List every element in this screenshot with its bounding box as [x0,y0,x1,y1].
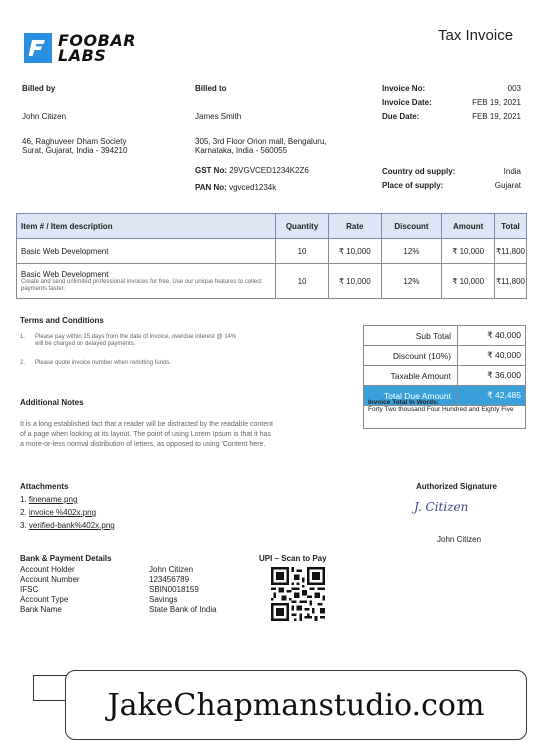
item-rate: ₹ 10,000 [328,264,381,299]
country-label: Country od supply: [382,167,456,176]
billed-to-label: Billed to [195,84,227,93]
gst-row [195,166,309,175]
total-due-value: ₹ 42,485 [458,386,526,406]
terms-title: Terms and Conditions [20,316,104,325]
billed-by-addr1: 46, Raghuveer Dham Society [22,137,127,146]
billed-by-name: John Citizen [22,112,67,121]
billed-by-addr2: Surat, Gujarat, India - 394210 [22,146,128,155]
bank-row-label: Account Holder [20,565,75,574]
col-header-quantity: Quantity [276,214,329,239]
invoice-no-label: Invoice No: [382,84,426,93]
bank-values [149,565,217,615]
terms-item-number: 2. [20,360,26,366]
discount-value: ₹ 40,000 [458,346,526,366]
items-table [16,213,527,299]
taxable-label: Taxable Amount [364,366,458,386]
taxable-value: ₹ 36,000 [458,366,526,386]
table-row [364,366,526,386]
watermark-text: JakeChapmanstudio.com [107,687,485,723]
attachment-number: 1. [20,495,27,504]
item-qty: 10 [276,264,329,299]
bank-row-label: Account Number [20,575,80,584]
col-header-rate: Rate [328,214,381,239]
place-label: Place of supply: [382,181,444,190]
amount-in-words [363,397,526,429]
watermark-banner [65,670,527,740]
list-item [20,493,115,506]
terms-item-number: 1. [20,334,26,340]
invoice-date-label: Invoice Date: [382,98,432,107]
item-amount: ₹ 10,000 [442,264,495,299]
terms-item-text: Please pay within 15 days from the date of invoice, overdue interest @ 14% will be charged on delayed payments. [35,334,237,347]
col-header-amount: Amount [442,214,495,239]
attachment-number: 2. [20,508,27,517]
due-date-value: FEB 19, 2021 [472,112,521,121]
item-amount: ₹ 10,000 [442,239,495,264]
discount-label: Discount (10%) [364,346,458,366]
words-value: Forty Two thousand Four Hundred and Eighty Five [368,406,514,413]
terms-item-text: Please quote invoice number when remitting funds. [35,360,172,366]
pan-value: vgvced1234k [229,183,277,192]
signature-title: Authorized Signature [416,482,497,491]
document-title: Tax Invoice [438,27,514,44]
item-desc: Basic Web Development [21,269,109,279]
brand-name-line1: FOOBAR [58,31,137,50]
item-discount: 12% [381,239,442,264]
place-value: Gujarat [494,181,521,190]
attachments-list [20,493,115,532]
bank-row-value: 123456789 [149,575,190,584]
billed-by-address [22,137,127,155]
brand-logo-mark [24,33,52,63]
list-item [20,519,115,532]
gst-label: GST No: [195,166,227,175]
table-row [364,326,526,346]
bank-row-value: SBIN0018159 [149,585,199,594]
attachment-link[interactable]: verified-bank%402x.png [28,521,115,530]
item-discount: 12% [381,264,442,299]
due-date-label: Due Date: [382,112,420,121]
item-total: ₹11,800 [495,264,527,299]
invoice-no-value: 003 [507,84,521,93]
billed-by-label: Billed by [22,84,56,93]
bank-title: Bank & Payment Details [20,554,112,563]
notes-title: Additional Notes [20,398,84,407]
col-header-total: Total [495,214,527,239]
items-header-row [17,214,527,239]
list-item [20,506,115,519]
item-desc-cell [17,264,276,299]
item-qty: 10 [276,239,329,264]
bank-row-value: State Bank of India [149,605,217,614]
subtotal-value: ₹ 40,000 [458,326,526,346]
notes-body: It is a long established fact that a reader will be distracted by the readable content of a page when looking at its layout. The point of using Lorem Ipsum is that it has a more-or-less normal distribution of letters, as opposed to using 'Content here. [20,421,273,448]
item-desc-sub: Create and send unlimited professional invoices for free. Use our unique features to collect payments faster. [21,278,262,292]
upi-title: UPI – Scan to Pay [259,554,327,563]
table-row [17,239,527,264]
bank-row-value: Savings [149,595,178,604]
total-due-label: Total Due Amount [364,386,458,406]
brand-logo-icon [24,33,52,63]
brand-name [58,33,136,63]
country-value: India [503,167,521,176]
item-desc: Basic Web Development [17,239,276,264]
signature-image: J. Citizen [414,500,469,514]
attachments-title: Attachments [20,482,69,491]
item-rate: ₹ 10,000 [328,239,381,264]
attachment-link[interactable]: finename.png [28,495,78,504]
list-item [20,360,250,367]
gst-value: 29VGVCED1234K2Z6 [229,166,309,175]
billed-to-addr2: Karnataka, India - 560055 [195,146,288,155]
billed-to-name: James Smith [195,112,242,121]
billed-to-addr1: 305, 3rd Floor Orion mall, Bengaluru, [195,137,327,146]
attachment-link[interactable]: invoice %402x.png [28,508,97,517]
pan-label: PAN No: [195,183,227,192]
totals-table [363,325,526,406]
col-header-item: Item # / Item description [17,214,276,239]
table-row [17,264,527,299]
subtotal-label: Sub Total [364,326,458,346]
billed-to-address [195,137,327,155]
pan-row [195,183,276,192]
signature-name: John Citizen [437,535,482,544]
upi-qr-code-icon[interactable] [271,567,325,621]
terms-list [20,334,250,367]
bank-labels [20,565,80,615]
col-header-discount: Discount [381,214,442,239]
bank-row-label: Account Type [20,595,69,604]
bank-row-label: Bank Name [20,605,62,614]
bank-row-value: John Citizen [149,565,194,574]
table-row [364,346,526,366]
bank-row-label: IFSC [20,585,39,594]
brand-name-line2: LABS [58,46,107,65]
list-item [20,334,250,348]
attachment-number: 3. [20,521,27,530]
item-total: ₹11,800 [495,239,527,264]
words-label: Invoice Total In Words: [368,399,439,406]
invoice-date-value: FEB 19, 2021 [472,98,521,107]
